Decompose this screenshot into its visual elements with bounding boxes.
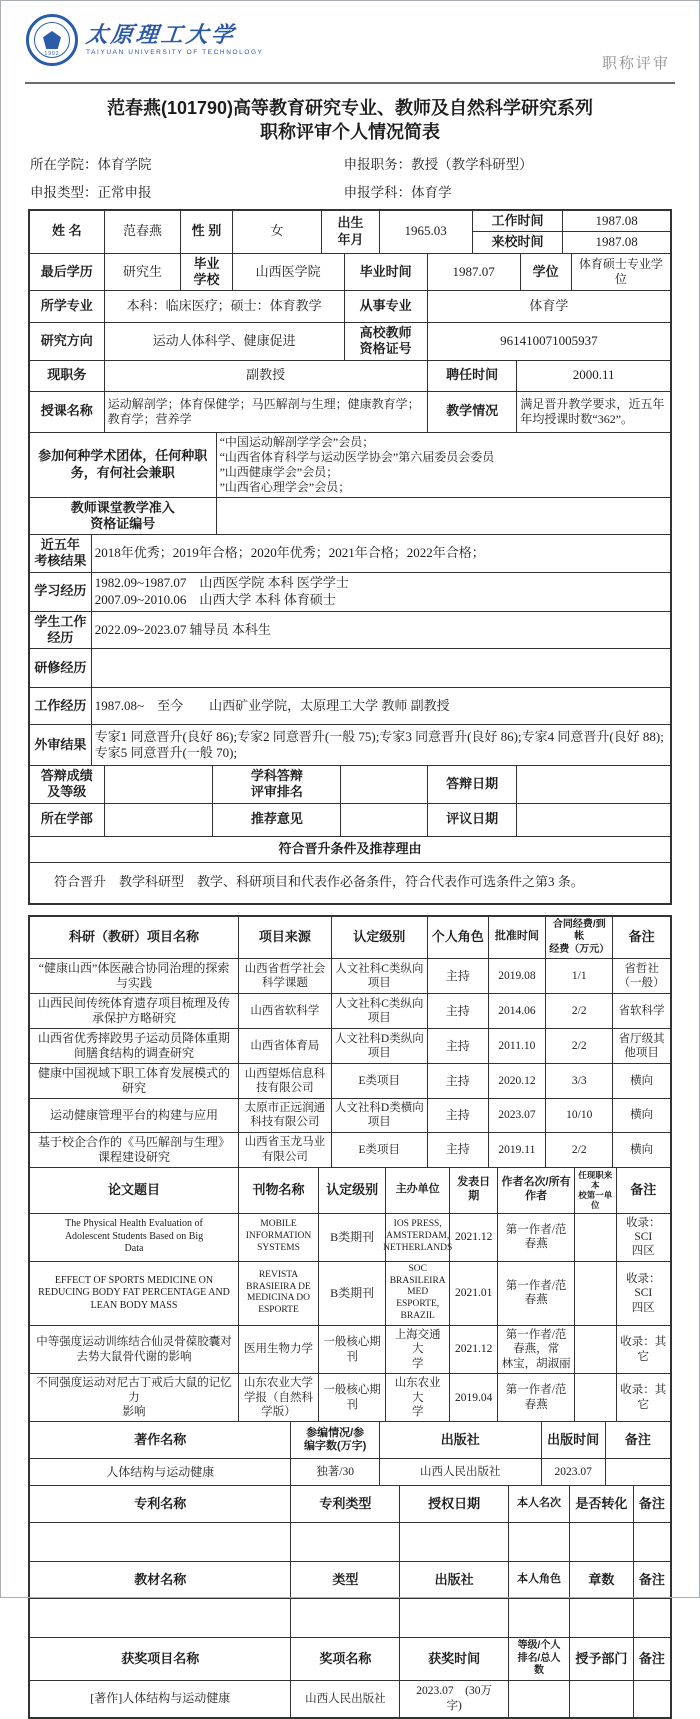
meta-row [30, 153, 670, 173]
table-cell: 太原市正远润通 科技有限公司 [238, 1099, 331, 1132]
table-cell: 上海交通大 学 [385, 1326, 449, 1373]
field-value: 1987.07 [427, 254, 520, 291]
column-header: 刊物名称 [238, 1168, 318, 1213]
column-header: 个人角色 [427, 917, 488, 959]
table-cell: 不同强度运动对尼古丁戒后大鼠的记忆力 影响 [36, 1377, 232, 1418]
table-row [30, 1213, 670, 1261]
table-cell [605, 1459, 670, 1485]
table-cell: 横向 [612, 1099, 670, 1132]
table-cell: 人文社科D类横向 项目 [331, 1099, 427, 1132]
table-row [30, 1458, 670, 1485]
column-header: 类型 [290, 1562, 399, 1598]
meta-duty [344, 153, 670, 173]
table-cell: 主持 [427, 1064, 488, 1098]
column-header: 出版时间 [541, 1422, 605, 1458]
table-cell: 山西省优秀摔跤男子运动员降体重期间膳食结构的调查研究 [37, 1031, 230, 1061]
field-label: 外审结果 [34, 736, 87, 752]
table-cell [569, 1599, 633, 1637]
column-header: 授予部门 [569, 1638, 633, 1680]
meta-college [30, 153, 344, 173]
column-header: 认定级别 [318, 1168, 385, 1213]
column-header: 备注 [633, 1486, 670, 1522]
field-label: 工作时间 [473, 211, 564, 232]
achievement-tables [28, 915, 672, 1719]
table-cell: 第一作者/范春燕 [497, 1262, 574, 1325]
field-value [216, 498, 670, 535]
field-label: 授课名称 [40, 403, 93, 419]
table-cell [633, 1681, 670, 1717]
title-line1: 范春燕(101790)高等教育研究专业、教师及自然科学研究系列 [106, 98, 594, 118]
table-cell: 人文社科D类纵向 项目 [331, 1029, 427, 1063]
field-label: 学科答辩 评审排名 [212, 766, 340, 803]
field-label: 答辩日期 [427, 766, 517, 803]
table-row [30, 1028, 670, 1063]
field-value: 专家1 同意晋升(良好 86);专家2 同意晋升(一般 75);专家3 同意晋升(良好 86);专家4 同意晋升(良好 88);专家5 同意晋升(一般 70); [91, 725, 670, 765]
field-label: 答辩成绩 及等级 [40, 768, 93, 800]
table-cell: 一般核心期 刊 [318, 1326, 385, 1373]
table-cell: [著作]人体结构与运动健康 [90, 1691, 231, 1706]
page-header [0, 0, 700, 88]
table-row [30, 497, 670, 535]
table-row [30, 836, 670, 862]
table-row [30, 1373, 670, 1421]
table-cell: 运动健康管理平台的构建与应用 [49, 1107, 218, 1122]
field-value: 961410071005937 [427, 323, 670, 360]
patents-header-row [30, 1485, 670, 1522]
papers-header-row [30, 1167, 670, 1213]
column-header: 论文题目 [107, 1182, 160, 1198]
field-label: 学习经历 [34, 583, 87, 599]
field-value [340, 804, 426, 836]
table-cell: 第一作者/范春燕 [497, 1214, 574, 1261]
table-row [30, 534, 670, 572]
university-brand [26, 14, 264, 66]
table-cell: 2/2 [545, 994, 612, 1028]
table-cell: 山东农业大学 学报（自然科 学版） [238, 1374, 318, 1421]
field-value: 本科：临床医疗；硕士：体育教学 [104, 291, 344, 322]
table-cell: SOC BRASILEIRA MED ESPORTE, BRAZIL [385, 1262, 449, 1325]
field-label: 从事专业 [344, 291, 427, 322]
table-cell: 山西省哲学社会 科学课题 [238, 959, 331, 993]
section-title: 符合晋升条件及推荐理由 [278, 840, 422, 856]
table-cell: B类期刊 [318, 1214, 385, 1261]
table-cell: 2023.07 [541, 1459, 605, 1485]
table-cell [30, 1523, 290, 1561]
column-header: 本人名次 [508, 1486, 569, 1522]
field-label: 推荐意见 [212, 804, 340, 836]
table-row [30, 253, 670, 291]
table-row [30, 1680, 670, 1717]
table-cell: 2020.12 [488, 1064, 546, 1098]
meta-college-value: 体育学院 [97, 156, 152, 172]
field-label: 所在学部 [40, 811, 93, 827]
column-header: 备注 [612, 917, 670, 959]
column-header: 著作名称 [134, 1432, 187, 1448]
field-label: 研修经历 [34, 659, 87, 675]
meta-type-label: 申报类型： [30, 184, 98, 200]
table-cell [633, 1599, 670, 1637]
field-label: 学位 [520, 254, 571, 291]
table-cell: E类项目 [331, 1064, 427, 1098]
field-label: 近五年 考核结果 [34, 537, 87, 569]
table-cell: 1/1 [545, 959, 612, 993]
table-cell: E类项目 [331, 1133, 427, 1167]
corner-label: 职称评审 [601, 55, 670, 72]
table-row [473, 231, 670, 253]
column-header: 是否转化 [569, 1486, 633, 1522]
table-row [30, 211, 670, 253]
field-value: 1987.08 [595, 234, 638, 250]
table-row [30, 1063, 670, 1098]
table-cell: 人文社科C类纵向 项目 [331, 959, 427, 993]
table-cell: 独著/30 [290, 1459, 378, 1485]
meta-subject [344, 181, 670, 201]
table-row [30, 724, 670, 765]
meta-type-value: 正常申报 [97, 184, 152, 200]
table-cell: 省软科学 [612, 994, 670, 1028]
textbooks-header-row [30, 1561, 670, 1598]
field-value: 2000.11 [516, 361, 670, 391]
column-header: 奖项名称 [290, 1638, 399, 1680]
table-cell: “健康山西”体医融合协同治理的探索与实践 [38, 961, 230, 991]
table-row [30, 611, 670, 649]
field-label: 现职务 [47, 367, 87, 383]
field-label: 学生工作 经历 [34, 613, 87, 645]
table-cell: 主持 [427, 1099, 488, 1132]
field-label: 工作经历 [34, 697, 87, 713]
field-value: “中国运动解剖学学会”会员； “山西省体育科学与运动医学协会”第六届委员会委员 ”山西健康学会”会员； ”山西省心理学会”会员； [216, 433, 670, 497]
table-cell: 主持 [427, 994, 488, 1028]
table-cell [290, 1599, 399, 1637]
table-cell [574, 1262, 616, 1325]
table-row [30, 432, 670, 497]
meta-duty-label: 申报职务： [343, 156, 412, 172]
field-value: 研究生 [104, 254, 181, 291]
column-header: 等级/个人 排名/总人 数 [508, 1638, 569, 1680]
field-label: 毕业 学校 [180, 254, 231, 291]
column-header: 作者名次/所有作者 [497, 1168, 574, 1213]
column-header: 教材名称 [134, 1572, 187, 1588]
column-header: 认定级别 [331, 917, 427, 959]
table-cell: 2021.01 [449, 1262, 497, 1325]
field-value: 1987.08 [595, 212, 638, 228]
column-header: 授权日期 [399, 1486, 508, 1522]
field-label: 姓 名 [51, 223, 82, 239]
table-cell [399, 1523, 508, 1561]
table-row [30, 391, 670, 432]
table-cell [508, 1681, 569, 1717]
table-cell: 3/3 [545, 1064, 612, 1098]
table-cell: 2/2 [545, 1133, 612, 1167]
university-name-zh: 太原理工大学 [84, 22, 238, 47]
column-header: 备注 [605, 1422, 670, 1458]
field-value: 1982.09~1987.07 山西医学院 本科 医学学士 2007.09~2010.06 山西大学 本科 体育硕士 [91, 573, 670, 611]
table-cell: 横向 [612, 1133, 670, 1167]
table-cell: 人文社科C类纵向 项目 [331, 994, 427, 1028]
column-header: 出版社 [379, 1422, 541, 1458]
column-header: 发表日期 [449, 1168, 497, 1213]
table-cell: 主持 [427, 1133, 488, 1167]
table-row [30, 1132, 670, 1167]
table-cell: 主持 [427, 1029, 488, 1063]
field-label: 参加何种学术团体，任何种职务，有何社会兼职 [38, 448, 208, 480]
column-header: 备注 [616, 1168, 670, 1213]
field-value [516, 766, 670, 803]
meta-block [30, 153, 670, 201]
field-value [516, 804, 670, 836]
table-cell: B类期刊 [318, 1262, 385, 1325]
table-cell [574, 1374, 616, 1421]
field-label: 高校教师 资格证号 [344, 323, 427, 360]
table-cell: 2023.07 [488, 1099, 546, 1132]
column-header: 获奖项目名称 [121, 1650, 200, 1666]
table-cell: 2011.10 [488, 1029, 546, 1063]
field-label: 最后学历 [40, 263, 93, 279]
meta-row [30, 181, 670, 201]
table-cell: 山西望烁信息科 技有限公司 [238, 1064, 331, 1098]
table-cell: 主持 [427, 959, 488, 993]
table-row [30, 1598, 670, 1637]
table-row [30, 290, 670, 322]
table-cell: 中等强度运动训练结合仙灵骨葆胶囊对 去势大鼠骨代谢的影响 [36, 1336, 232, 1363]
meta-duty-value: 教授（教学科研型） [411, 156, 533, 172]
field-value: 1965.03 [379, 211, 472, 253]
table-cell: 收录：SCI 四区 [616, 1214, 670, 1261]
table-cell [508, 1599, 569, 1637]
table-cell: 10/10 [545, 1099, 612, 1132]
column-header: 备注 [633, 1638, 670, 1680]
table-cell [633, 1523, 670, 1561]
column-header: 项目来源 [238, 917, 331, 959]
table-cell: 2021.12 [449, 1214, 497, 1261]
table-cell: 山西人民出版社 [290, 1681, 399, 1717]
column-header: 出版社 [399, 1562, 508, 1598]
basic-info-table [28, 209, 672, 905]
table-cell: 山西省体育局 [238, 1029, 331, 1063]
field-value [91, 649, 670, 687]
field-label: 出生 年月 [321, 211, 379, 253]
table-cell [569, 1523, 633, 1561]
field-value [104, 804, 213, 836]
table-row [30, 572, 670, 611]
table-row [30, 322, 670, 360]
table-row [30, 765, 670, 803]
column-header: 任现职来本 校第一单位 [574, 1168, 616, 1213]
field-label: 毕业时间 [344, 254, 427, 291]
table-row [30, 687, 670, 724]
meta-type [30, 181, 344, 201]
table-cell: 2019.08 [488, 959, 546, 993]
table-cell [569, 1681, 633, 1717]
field-value: 满足晋升教学要求，近五年年均授课时数“362”。 [516, 392, 670, 432]
column-header: 参编情况/参 编字数(万字) [290, 1422, 378, 1458]
column-header: 专利名称 [134, 1496, 187, 1512]
field-value [340, 766, 426, 803]
field-label: 教师课堂教学准入 资格证编号 [70, 499, 175, 531]
table-cell: 人体结构与运动健康 [106, 1464, 215, 1479]
page-title [0, 96, 700, 145]
meta-subject-label: 申报学科： [343, 184, 412, 200]
table-cell: 基于校企合作的《马匹解剖与生理》课程建设研究 [37, 1134, 230, 1164]
table-cell: 2/2 [545, 1029, 612, 1063]
column-header: 科研（教研）项目名称 [68, 929, 199, 945]
column-header: 批准时间 [488, 917, 546, 959]
brand-text [86, 24, 264, 56]
table-cell: 第一作者/范春燕 [497, 1374, 574, 1421]
table-cell: 省厅级其他项目 [612, 1029, 670, 1063]
table-row [30, 1261, 670, 1325]
field-label: 评议日期 [427, 804, 517, 836]
university-name-en: TAIYUAN UNIVERSITY OF TECHNOLOGY [86, 49, 264, 56]
field-label: 所学专业 [40, 298, 93, 314]
table-cell: 山西省玉龙马业 有限公司 [238, 1133, 331, 1167]
table-cell: The Physical Health Evaluation of Adolescent Students Based on Big Data [64, 1218, 204, 1255]
table-cell: 第一作者/范春燕，常 林宝，胡淑丽 [497, 1326, 574, 1373]
meta-subject-value: 体育学 [411, 184, 452, 200]
field-label: 来校时间 [473, 232, 564, 253]
field-value: 女 [232, 211, 322, 253]
field-value: 1987.08~ 至今 山西矿业学院，太原理工大学 教师 副教授 [91, 688, 670, 724]
table-cell: 山西省软科学 [238, 994, 331, 1028]
table-cell: 收录：SCI 四区 [616, 1262, 670, 1325]
awards-header-row [30, 1637, 670, 1680]
table-cell: EFFECT OF SPORTS MEDICINE ON REDUCING BODY FAT PERCENTAGE AND LEAN BODY MASS [38, 1274, 230, 1311]
field-value: 运动解剖学；体育保健学；马匹解剖与生理；健康教育学；教育学；营养学 [104, 392, 427, 432]
title-line2: 职称评审个人情况简表 [260, 122, 440, 143]
table-cell: 收录：其 它 [616, 1374, 670, 1421]
logo-year: 1902 [44, 51, 60, 57]
table-cell: 2014.06 [488, 994, 546, 1028]
column-header: 专利类型 [290, 1486, 399, 1522]
table-cell: 健康中国视域下职工体育发展模式的研究 [37, 1066, 230, 1096]
column-header: 合同经费/到帐 经费（万元） [545, 917, 612, 959]
field-label: 研究方向 [40, 333, 93, 349]
table-row [30, 1325, 670, 1373]
table-row [30, 1522, 670, 1561]
table-cell: MOBILE INFORMATION SYSTEMS [238, 1214, 318, 1261]
column-header: 主办单位 [385, 1168, 449, 1213]
table-cell [290, 1523, 399, 1561]
table-cell [30, 1599, 290, 1637]
field-value [104, 766, 213, 803]
column-header: 章数 [569, 1562, 633, 1598]
table-cell: 2019.11 [488, 1133, 546, 1167]
table-row [30, 958, 670, 993]
field-value: 2022.09~2023.07 辅导员 本科生 [91, 612, 670, 649]
table-row [30, 1098, 670, 1132]
field-value: 范春燕 [104, 211, 181, 253]
table-cell: 2021.12 [449, 1326, 497, 1373]
table-row [473, 211, 670, 232]
column-header: 备注 [633, 1562, 670, 1598]
table-cell: IOS PRESS, AMSTERDAM, NETHERLANDS [385, 1214, 449, 1261]
table-cell [574, 1214, 616, 1261]
table-row [30, 803, 670, 836]
field-value: 体育硕士专业学位 [571, 254, 670, 291]
university-logo-icon [26, 14, 78, 66]
field-value: 运动人体科学、健康促进 [104, 323, 344, 360]
table-cell: REVISTA BRASIEIRA DE MEDICINA DO ESPORTE [238, 1262, 318, 1325]
table-cell: 山西人民出版社 [379, 1459, 541, 1485]
table-cell: 收录：其 它 [616, 1326, 670, 1373]
field-label: 性 别 [180, 211, 231, 253]
table-row [30, 360, 670, 391]
table-cell: 医用生物力学 [238, 1326, 318, 1373]
table-cell [399, 1599, 508, 1637]
table-cell: 2019.04 [449, 1374, 497, 1421]
projects-header-row [30, 917, 670, 959]
table-row [30, 648, 670, 687]
table-cell: 山西民间传统体育遗存项目梳理及传承保护方略研究 [37, 996, 230, 1026]
field-value: 山西医学院 [232, 254, 344, 291]
field-value: 体育学 [427, 291, 670, 322]
column-header: 获奖时间 [399, 1638, 508, 1680]
field-value: 副教授 [104, 361, 427, 391]
time-subtable [472, 211, 670, 253]
field-label: 聘任时间 [427, 361, 517, 391]
table-row [30, 993, 670, 1028]
table-cell [574, 1326, 616, 1373]
table-cell: 省哲社（一般） [612, 959, 670, 993]
books-header-row [30, 1421, 670, 1458]
table-cell [508, 1523, 569, 1561]
field-label: 教学情况 [427, 392, 517, 432]
field-value: 符合晋升 教学科研型 教学、科研项目和代表作必备条件，符合代表作可选条件之第3 条。 [54, 874, 584, 890]
table-cell: 山东农业大 学 [385, 1374, 449, 1421]
table-cell: 一般核心期 刊 [318, 1374, 385, 1421]
column-header: 本人角色 [508, 1562, 569, 1598]
header-rule [25, 82, 675, 84]
table-cell: 横向 [612, 1064, 670, 1098]
table-row [30, 862, 670, 903]
table-cell: 2023.07 (30万 字) [399, 1681, 508, 1717]
field-value: 2018年优秀；2019年合格；2020年优秀；2021年合格；2022年合格； [91, 535, 670, 572]
meta-college-label: 所在学院： [30, 156, 98, 172]
